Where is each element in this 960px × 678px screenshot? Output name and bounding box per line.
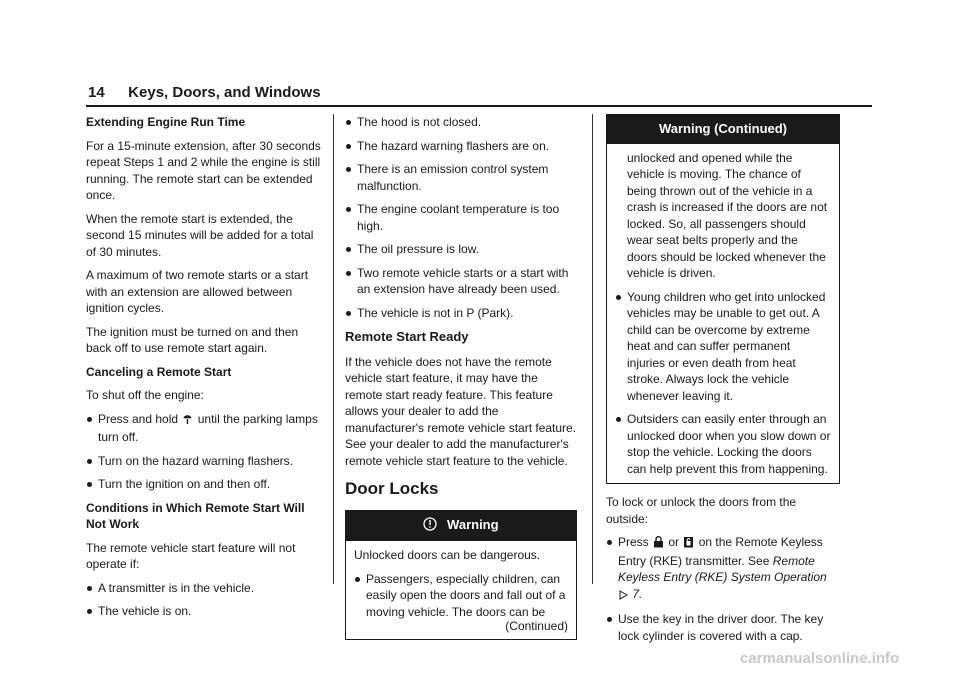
section-title: Keys, Doors, and Windows bbox=[128, 84, 321, 101]
bullet-list bbox=[86, 411, 326, 493]
page-number: 14 bbox=[88, 84, 105, 101]
list-item: A transmitter is in the vehicle. bbox=[86, 580, 326, 597]
warning-icon bbox=[423, 517, 437, 536]
bullet-list bbox=[354, 571, 568, 621]
page-header bbox=[88, 84, 872, 101]
paragraph: The remote vehicle start feature will not operate if: bbox=[86, 540, 296, 571]
list-item: Young children who get into unlocked vehicles may be unable to get out. A child can be overcome by extreme heat and can suffer permanent injuries or even death from heat stroke. Always lock the vehicle whenever leaving it. bbox=[615, 289, 831, 405]
heading-canceling-remote-start: Canceling a Remote Start bbox=[86, 364, 232, 379]
list-item: The oil pressure is low. bbox=[345, 241, 577, 258]
list-item: Use the key in the driver door. The key lock cylinder is covered with a cap. bbox=[606, 611, 840, 644]
heading-extending-engine-run-time: Extending Engine Run Time bbox=[86, 115, 246, 129]
bullet-list bbox=[615, 289, 831, 478]
paragraph: For a 15-minute extension, after 30 seconds repeat Steps 1 and 2 while the engine is still running. The remote start can be extended once. bbox=[86, 138, 321, 202]
list-item: Passengers, especially children, can easily open the doors and fall out of a moving vehicle. The doors can be bbox=[354, 571, 568, 621]
list-item: Turn the ignition on and then off. bbox=[86, 476, 326, 493]
remote-start-icon bbox=[182, 413, 193, 430]
warning-header: Warning bbox=[346, 511, 576, 542]
list-item: The vehicle is not in P (Park). bbox=[345, 305, 577, 322]
column-divider bbox=[333, 114, 334, 584]
warning-box-continued bbox=[606, 114, 840, 484]
list-item: The hazard warning flashers are on. bbox=[345, 138, 577, 155]
unlock-icon bbox=[683, 536, 694, 553]
list-item: There is an emission control system malfunction. bbox=[345, 161, 577, 194]
page-reference[interactable]: 7. bbox=[632, 586, 643, 601]
list-item: Outsiders can easily enter through an unlocked door when you slow down or stop the vehicle. Locking the doors can help prevent this from happening. bbox=[615, 411, 831, 477]
cross-reference[interactable]: Remote Keyless Entry (RKE) System Operation bbox=[618, 553, 827, 584]
list-item: Two remote vehicle starts or a start with an extension have already been used. bbox=[345, 265, 577, 298]
bullet-list bbox=[345, 114, 577, 321]
heading-remote-start-ready: Remote Start Ready bbox=[345, 329, 469, 344]
watermark: carmanualsonline.info bbox=[740, 650, 900, 667]
paragraph: The ignition must be turned on and then back off to use remote start again. bbox=[86, 324, 299, 355]
heading-door-locks: Door Locks bbox=[345, 479, 439, 498]
list-item: The hood is not closed. bbox=[345, 114, 577, 131]
bullet-list bbox=[606, 534, 840, 644]
list-item: Turn on the hazard warning flashers. bbox=[86, 453, 326, 470]
column-divider bbox=[592, 114, 593, 584]
page-reference-icon bbox=[619, 588, 628, 605]
heading-conditions: Conditions in Which Remote Start Will Not Work bbox=[86, 500, 305, 531]
paragraph: A maximum of two remote starts or a start with an extension are allowed between ignition cycles. bbox=[86, 268, 309, 315]
warning-box bbox=[345, 510, 577, 640]
paragraph: To lock or unlock the doors from the outside: bbox=[606, 495, 797, 526]
warning-body: Unlocked doors can be dangerous. Passengers, especially children, can easily open the doors and fall out of a moving vehicle. The doors can be (Continued) bbox=[354, 548, 568, 633]
list-item: Press or on the Remote Keyless Entry (RKE) transmitter. See Remote Keyless Entry (RKE) System Operation 7. bbox=[606, 534, 840, 604]
list-item: The engine coolant temperature is too high. bbox=[345, 201, 577, 234]
paragraph: When the remote start is extended, the second 15 minutes will be added for a total of 30 minutes. bbox=[86, 211, 314, 259]
list-item: Press and hold until the parking lamps turn off. bbox=[86, 411, 326, 446]
warning-body: unlocked and opened while the vehicle is moving. The chance of being thrown out of the vehicle in a crash is increased if the doors are not locked. So, all passengers should wear seat belts properly and the doors should be locked whenever the vehicle is driven. Young children who get into unlocked vehicles may be unable to get out. A child can be overcome by extreme heat and can suffer permanent injuries or even death from heat stroke. Always lock the vehicle whenever leaving it. Outsiders can easily enter through an unlocked door when you slow down or stop the vehicle. Locking the doors can help prevent this from happening. bbox=[607, 144, 839, 484]
continued-label: (Continued) bbox=[505, 619, 568, 633]
bullet-list bbox=[86, 580, 326, 620]
list-item: The vehicle is on. bbox=[86, 603, 326, 620]
paragraph: To shut off the engine: bbox=[86, 388, 204, 402]
paragraph: If the vehicle does not have the remote vehicle start feature, it may have the remote start ready feature. This feature allows your dealer to add the manufacturer's remote vehicle start feature. See your dealer to add the manufacturer's remote vehicle start feature to the vehicle. bbox=[345, 354, 577, 468]
warning-header: Warning (Continued) bbox=[607, 115, 839, 144]
header-rule bbox=[86, 105, 872, 107]
column-3 bbox=[606, 114, 840, 651]
column-2 bbox=[345, 114, 577, 650]
column-1 bbox=[86, 114, 326, 627]
lock-icon bbox=[653, 536, 664, 553]
